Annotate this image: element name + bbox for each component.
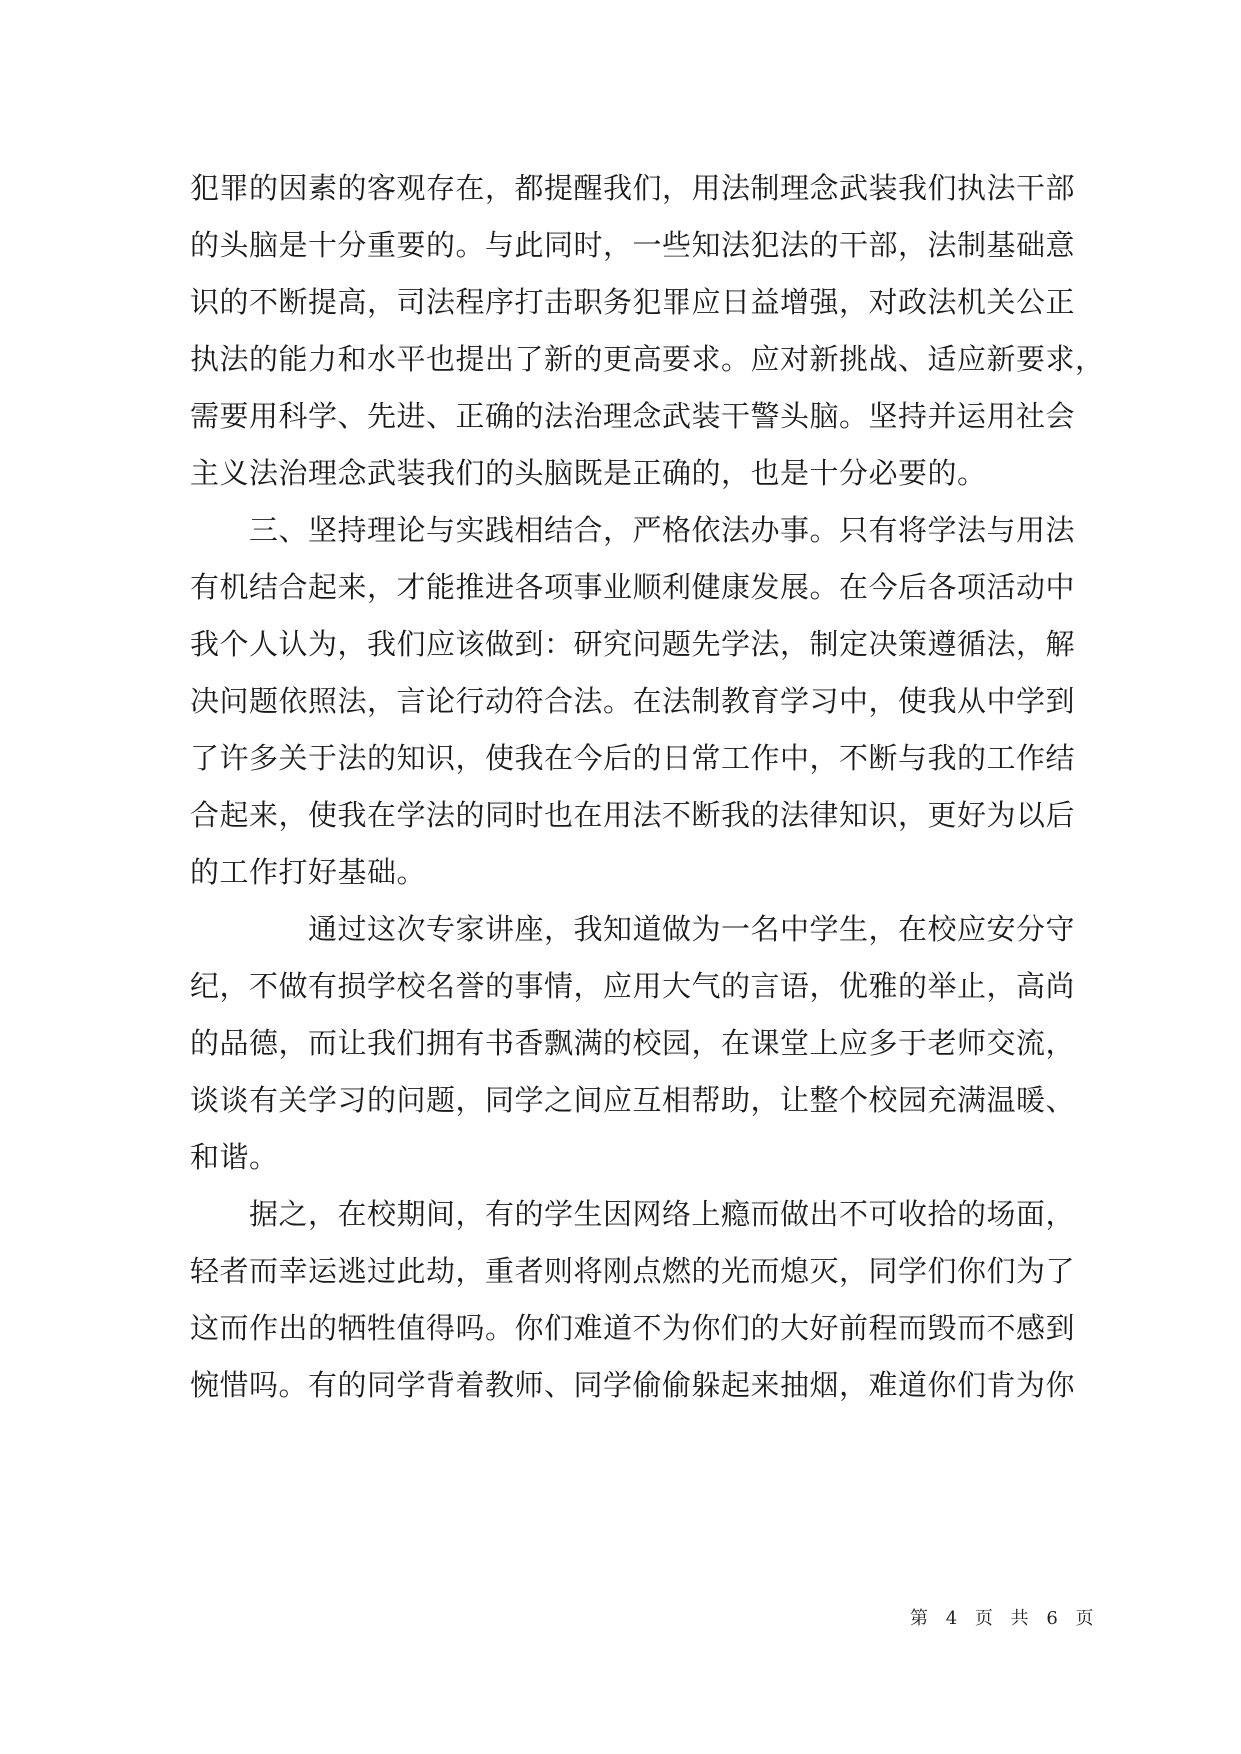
- text-line: 我个人认为，我们应该做到：研究问题先学法，制定决策遵循法，解: [190, 627, 1076, 661]
- text-line: 了许多关于法的知识，使我在今后的日常工作中，不断与我的工作结: [190, 741, 1076, 775]
- body-text: [190, 160, 1105, 1414]
- text-line: 通过这次专家讲座，我知道做为一名中学生，在校应安分守: [190, 912, 1076, 946]
- text-line: 需要用科学、先进、正确的法治理念武装干警头脑。坚持并运用社会: [190, 399, 1076, 433]
- text-line: 惋惜吗。有的同学背着教师、同学偷偷躲起来抽烟，难道你们肯为你: [190, 1368, 1076, 1402]
- text-line: 据之，在校期间，有的学生因网络上瘾而做出不可收拾的场面，: [190, 1197, 1076, 1231]
- text-line: 纪，不做有损学校名誉的事情，应用大气的言语，优雅的举止，高尚: [190, 969, 1076, 1003]
- text-line: 合起来，使我在学法的同时也在用法不断我的法律知识，更好为以后: [190, 798, 1076, 832]
- text-line: 的工作打好基础。: [190, 855, 427, 889]
- text-line: 执法的能力和水平也提出了新的更高要求。应对新挑战、适应新要求，: [190, 342, 1105, 376]
- page-number-footer: 第 4 页 共 6 页: [910, 1608, 1100, 1629]
- text-line: 的品德，而让我们拥有书香飘满的校园，在课堂上应多于老师交流，: [190, 1026, 1076, 1060]
- text-line: 主义法治理念武装我们的头脑既是正确的，也是十分必要的。: [190, 456, 987, 490]
- text-line: 决问题依照法，言论行动符合法。在法制教育学习中，使我从中学到: [190, 684, 1076, 718]
- text-line: 这而作出的牺牲值得吗。你们难道不为你们的大好前程而毁而不感到: [190, 1311, 1076, 1345]
- text-line: 有机结合起来，才能推进各项事业顺利健康发展。在今后各项活动中: [190, 570, 1076, 604]
- text-line: 和谐。: [190, 1140, 279, 1174]
- text-line: 轻者而幸运逃过此劫，重者则将刚点燃的光而熄灭，同学们你们为了: [190, 1254, 1076, 1288]
- text-line: 三、坚持理论与实践相结合，严格依法办事。只有将学法与用法: [190, 513, 1076, 547]
- text-line: 的头脑是十分重要的。与此同时，一些知法犯法的干部，法制基础意: [190, 228, 1076, 262]
- text-line: 谈谈有关学习的问题，同学之间应互相帮助，让整个校园充满温暖、: [190, 1083, 1076, 1117]
- text-line: 识的不断提高，司法程序打击职务犯罪应日益增强，对政法机关公正: [190, 285, 1076, 319]
- text-line: 犯罪的因素的客观存在，都提醒我们，用法制理念武装我们执法干部: [190, 171, 1076, 205]
